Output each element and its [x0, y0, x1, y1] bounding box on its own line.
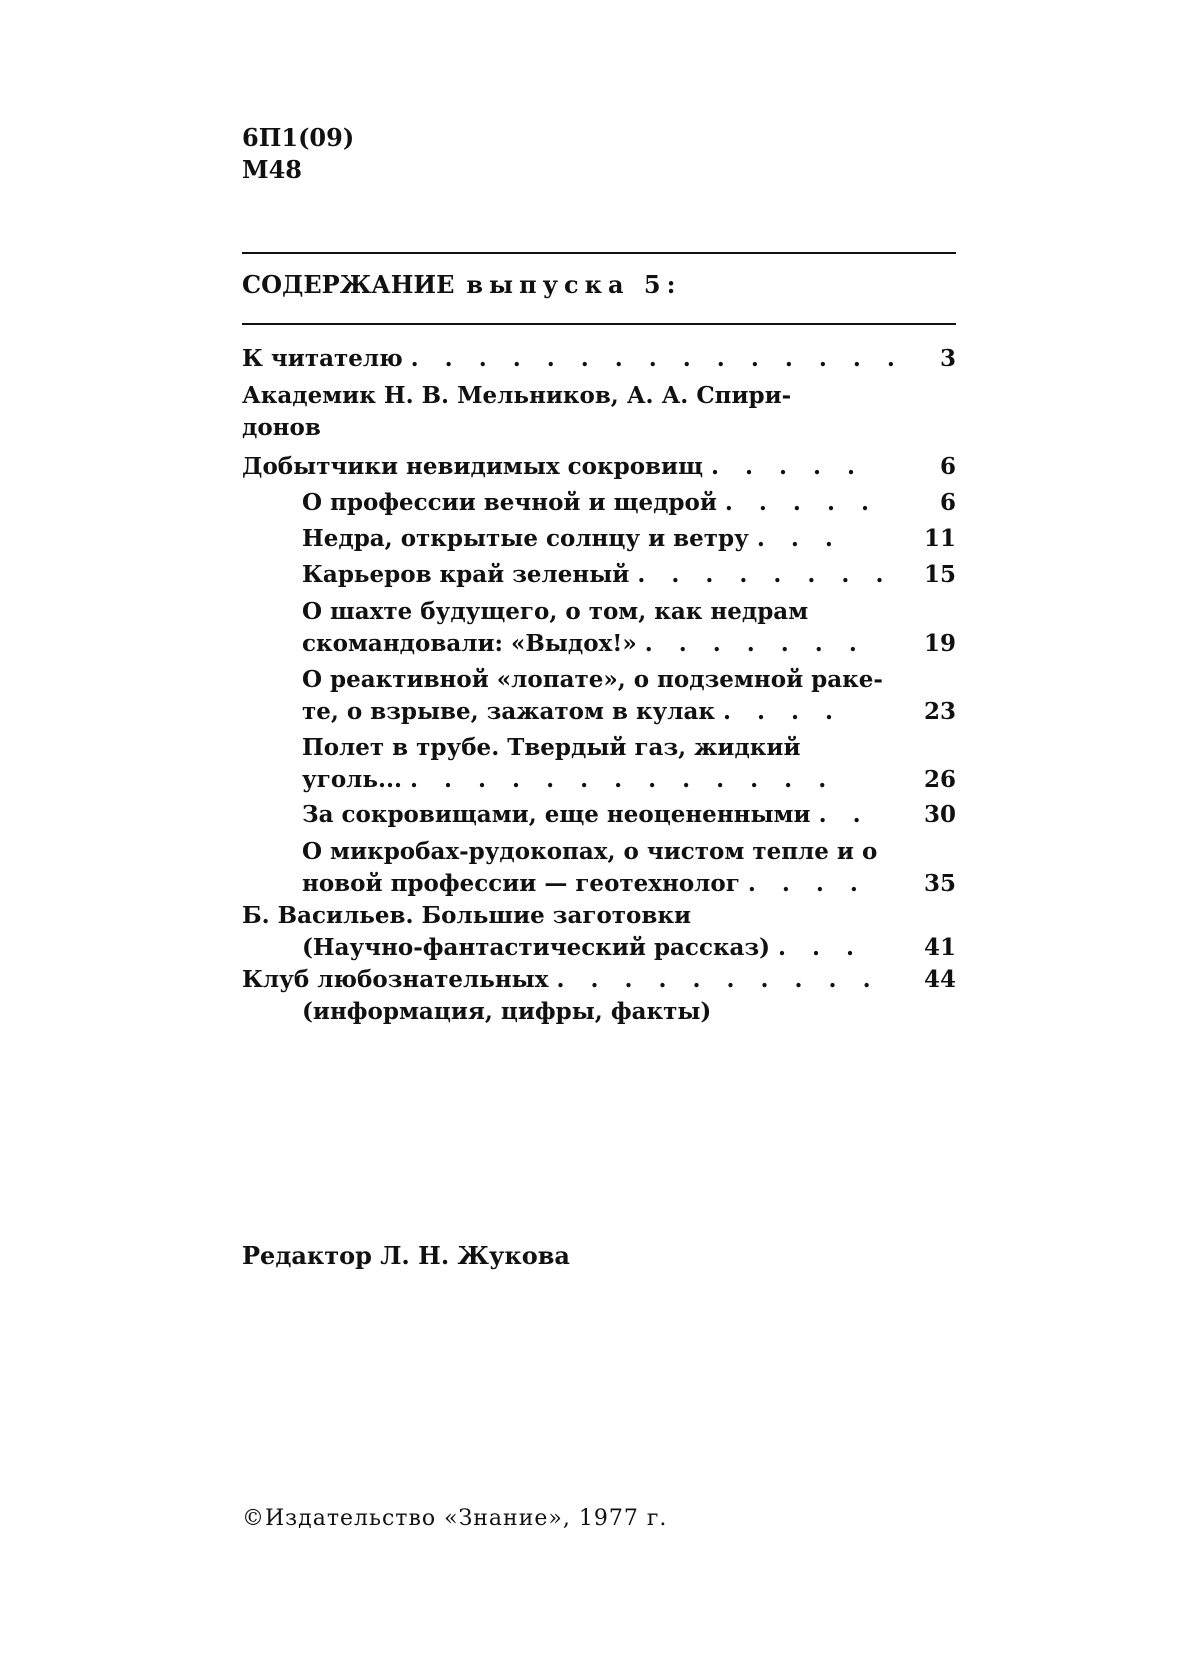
toc-entry-title: К читателю — [242, 345, 403, 372]
editor-credit: Редактор Л. Н. Жукова — [242, 1241, 570, 1270]
toc-entry-title: новой профессии — геотехнолог — [302, 870, 740, 897]
toc-entry-line — [242, 596, 956, 628]
toc-entry-title: скомандовали: «Выдох!» — [302, 630, 637, 657]
toc-entry — [242, 732, 956, 796]
toc-entry-title: уголь... — [302, 766, 403, 793]
toc-entry-title: Академик Н. В. Мельников, А. А. Спири- — [242, 382, 792, 409]
toc-page-number: 41 — [923, 934, 956, 961]
toc-entry-line — [242, 900, 956, 932]
toc-entry — [242, 342, 956, 376]
toc-entry-line — [242, 558, 956, 592]
toc-entry-title: Добытчики невидимых сокровищ — [242, 453, 703, 480]
toc-page-number: 6 — [939, 453, 956, 480]
toc-leader-dots: . . . — [778, 934, 864, 961]
toc-leader-dots: . . . . . . . . . . — [556, 966, 880, 993]
toc-page-number: 26 — [923, 766, 956, 793]
toc-entry-line — [242, 996, 956, 1028]
toc-entry-title: За сокровищами, еще неоцененными — [302, 801, 811, 828]
toc-entry-line — [242, 932, 956, 964]
toc-page-number: 3 — [939, 345, 956, 372]
toc-entry-line — [242, 664, 956, 696]
toc-entry — [242, 798, 956, 832]
toc-entry-title: Недра, открытые солнцу и ветру — [302, 525, 749, 552]
contents-title: СОДЕРЖАНИЕ — [242, 270, 455, 299]
toc-entry — [242, 522, 956, 556]
toc-leader-dots: . . . . . . . . . . . . . . . — [410, 345, 904, 372]
toc-leader-dots: . . — [818, 801, 870, 828]
toc-leader-dots: . . . . — [723, 698, 843, 725]
udc-code: 6П1(09) — [242, 123, 355, 152]
top-rule — [242, 252, 956, 254]
toc-leader-dots: . . . . . . . . . . . . . — [410, 766, 836, 793]
toc-page-number: 11 — [923, 525, 956, 552]
table-of-contents — [242, 342, 956, 1028]
toc-entry-line — [242, 380, 956, 412]
toc-entry — [242, 836, 956, 900]
copyright-line: ©Издательство «Знание», 1977 г. — [242, 1506, 668, 1531]
toc-entry-title: Клуб любознательных — [242, 966, 549, 993]
toc-entry-title: донов — [242, 414, 321, 441]
toc-entry-title: О реактивной «лопате», о подземной раке- — [302, 666, 883, 693]
toc-entry — [242, 964, 956, 1028]
toc-entry-line — [242, 450, 956, 484]
author-sign: М48 — [242, 155, 302, 184]
contents-heading — [242, 270, 681, 299]
toc-entry-title: Полет в трубе. Твердый газ, жидкий — [302, 734, 801, 761]
toc-entry-line — [242, 412, 956, 444]
toc-entry-title: (Научно-фантастический рассказ) — [302, 934, 771, 961]
catalog-code — [242, 122, 354, 186]
toc-leader-dots: . . . . — [747, 870, 867, 897]
toc-entry-line — [242, 696, 956, 728]
toc-entry-line — [242, 732, 956, 764]
toc-leader-dots: . . . . . . . — [644, 630, 866, 657]
toc-page-number: 6 — [939, 489, 956, 516]
toc-entry-line — [242, 522, 956, 556]
toc-entry-title: те, о взрыве, зажатом в кулак — [302, 698, 716, 725]
toc-entry-line — [242, 868, 956, 900]
toc-entry-line — [242, 764, 956, 796]
toc-leader-dots: . . . . . . . . — [637, 561, 893, 588]
toc-entry-line — [242, 486, 956, 520]
toc-leader-dots: . . . . . — [724, 489, 878, 516]
toc-page-number: 23 — [923, 698, 956, 725]
toc-entry-line — [242, 342, 956, 376]
toc-entry — [242, 380, 956, 444]
toc-entry-title: Карьеров край зеленый — [302, 561, 630, 588]
toc-entry — [242, 664, 956, 728]
toc-page-number: 19 — [923, 630, 956, 657]
toc-entry-title: О профессии вечной и щедрой — [302, 489, 717, 516]
toc-entry-title: О микробах-рудокопах, о чистом тепле и о — [302, 838, 878, 865]
issue-label: выпуска 5: — [466, 270, 682, 299]
toc-entry-line — [242, 964, 956, 996]
toc-entry — [242, 596, 956, 660]
toc-entry-line — [242, 798, 956, 832]
toc-entry — [242, 450, 956, 484]
toc-leader-dots: . . . . . — [710, 453, 865, 480]
toc-page-number: 35 — [923, 870, 956, 897]
toc-page-number: 15 — [923, 561, 956, 588]
toc-entry — [242, 558, 956, 592]
toc-entry-title: Б. Васильев. Большие заготовки — [242, 902, 692, 929]
toc-entry-title: (информация, цифры, факты) — [302, 998, 712, 1025]
toc-entry — [242, 900, 956, 964]
toc-entry — [242, 486, 956, 520]
toc-page-number: 44 — [923, 966, 956, 993]
toc-entry-title: О шахте будущего, о том, как недрам — [302, 598, 809, 625]
toc-leader-dots: . . . — [756, 525, 842, 552]
bottom-rule — [242, 323, 956, 325]
toc-page-number: 30 — [923, 801, 956, 828]
toc-entry-line — [242, 836, 956, 868]
toc-entry-line — [242, 628, 956, 660]
